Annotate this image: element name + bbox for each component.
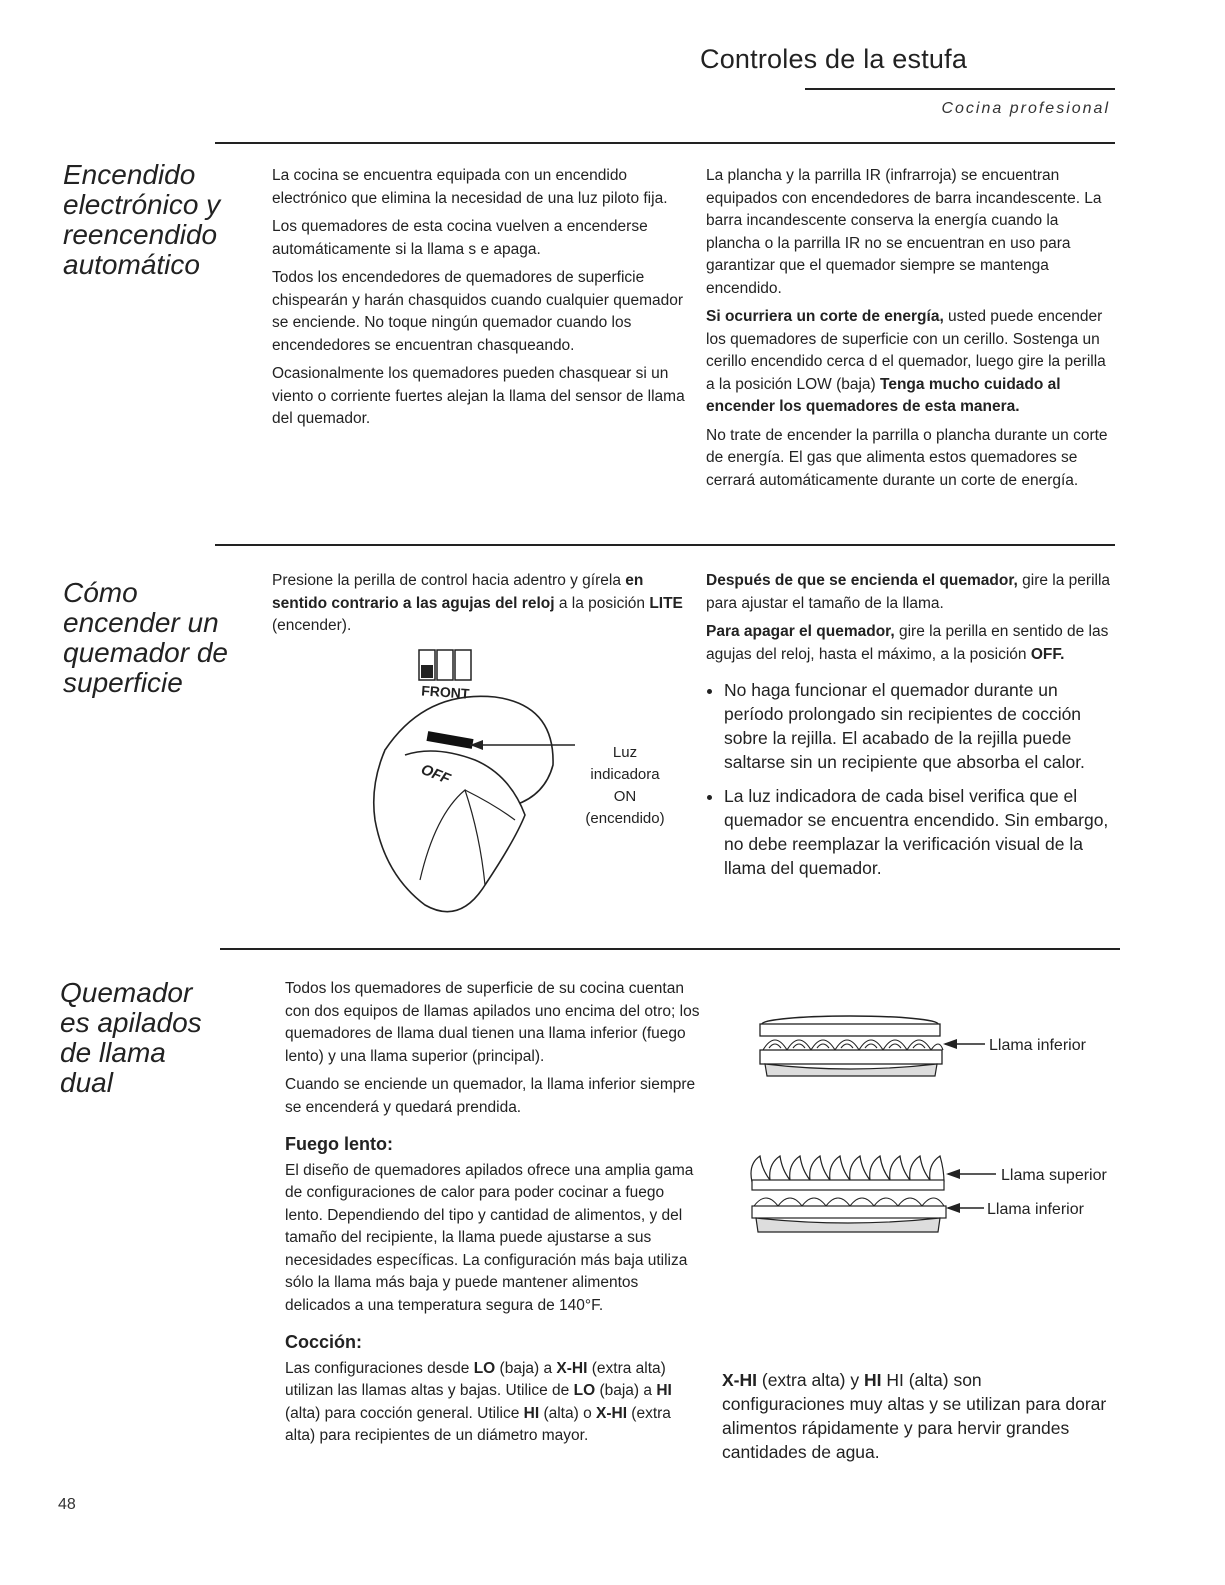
page-header-subtitle: Cocina profesional [941, 100, 1110, 117]
warning-bold: Tenga mucho cuidado al encender los quemadores de esta manera. [706, 375, 1061, 415]
simmer-heading: Fuego lento: [285, 1134, 393, 1154]
paragraph [706, 306, 1111, 419]
knob-illustration [365, 645, 685, 945]
ignition-left-column [272, 165, 687, 437]
header-rule [805, 88, 1115, 90]
low-flames [754, 1198, 944, 1206]
paragraph: El diseño de quemadores apilados ofrece una amplia gama de configuraciones de calor para poder cocinar a fuego lento. Dependiendo del tipo y cantidad de alimentos, y del tamaño del recipiente, la llama puede ajustarse a sus necesidades específicas. La configuración más baja utiliza sólo la llama más baja y puede mantener alimentos delicados a una temperatura segura de 140°F. [285, 1161, 694, 1314]
dual-flame-right-column [722, 1368, 1107, 1470]
paragraph: Ocasionalmente los quemadores pueden chasquear si un viento o corriente fuertes alejan la llama del sensor de llama del quemador. [272, 365, 685, 427]
front-indicator-icon [419, 650, 471, 680]
section-divider [220, 948, 1120, 950]
callout-indicator-light [585, 744, 664, 827]
paragraph: La plancha y la parrilla IR (infrarroja) se encuentran equipados con encendedores de barra incandescente. La barra incandescente conserva la energía cuando la plancha o la parrilla IR no se encuentran en uso para garantizar que el quemador siempre se mantenga encendido. [706, 167, 1102, 297]
light-left-column [272, 570, 692, 644]
paragraph: Presione la perilla de control hacia adentro y gírela en sentido contrario a las agujas del reloj a la posición LITE (encender). [272, 572, 683, 634]
svg-text:(encendido): (encendido) [585, 810, 665, 827]
indicator-light [426, 731, 473, 749]
cooking-heading: Cocción: [285, 1332, 363, 1352]
text: usted puede encender los quemadores de superficie con un cerillo. Sostenga un cerillo encendido cerca d el quemador, luego gire la perilla a la posición LOW (baja) [706, 308, 1106, 393]
paragraph: X-HI (extra alta) y HI HI (alta) son configuraciones muy altas y se utilizan para dorar alimentos rápidamente y para hervir grandes cantidades de agua. [722, 1370, 1107, 1462]
section-title-dual-flame: Quemador es apilados de llama dual [60, 977, 202, 1098]
label-low-flame: Llama inferior [987, 1201, 1084, 1218]
list-item: • No haga funcionar el quemador durante un período prolongado sin recipientes de cocción sobre la rejilla. El acabado de la rejilla puede saltarse sin un recipiente que absorba el calor. [724, 678, 1116, 774]
low-flames [763, 1040, 943, 1050]
power-outage-bold: Si ocurriera un corte de energía, [706, 308, 944, 325]
section-divider [215, 142, 1115, 144]
paragraph: No trate de encender la parrilla o plancha durante un corte de energía. El gas que alimenta estos quemadores se cerrará automáticamente durante un corte de energía. [706, 426, 1108, 489]
paragraph: Después de que se encienda el quemador, gire la perilla para ajustar el tamaño de la llama. [706, 572, 1111, 612]
list-item: • La luz indicadora de cada bisel verifica que el quemador se encuentra encendido. Sin embargo, no debe reemplazar la verificación visual de la llama del quemador. [724, 784, 1116, 880]
ignition-right-column [706, 165, 1111, 498]
paragraph: Los quemadores de esta cocina vuelven a encenderse automáticamente si la llama s e apaga. [272, 218, 648, 258]
safety-bullets [706, 678, 1116, 880]
high-flames [751, 1156, 944, 1182]
label-high-flame: Llama superior [1001, 1167, 1107, 1184]
paragraph: Para apagar el quemador, gire la perilla en sentido de las agujas del reloj, hasta el máximo, a la posición OFF. [706, 623, 1109, 663]
page-header-title: Controles de la estufa [700, 44, 968, 74]
section-divider [215, 544, 1115, 546]
svg-text:indicadora: indicadora [590, 766, 660, 783]
burner-low-flame-illustration [755, 1010, 1115, 1090]
burner-dual-flame-illustration [740, 1150, 1120, 1240]
paragraph: Todos los encendedores de quemadores de superficie chispearán y harán chasquidos cuando cualquier quemador se enciende. No toque ningún quemador cuando los encendedores se encuentran chasqueando. [272, 269, 684, 354]
label-low-flame: Llama inferior [989, 1037, 1086, 1054]
front-label: FRONT [420, 682, 470, 702]
section-title-how-to-light: Cómo encender un quemador de superficie [63, 577, 229, 698]
off-label: OFF [418, 760, 453, 788]
svg-text:ON: ON [613, 788, 637, 805]
svg-text:Luz: Luz [612, 744, 638, 761]
page-number: 48 [58, 1496, 76, 1513]
paragraph: La cocina se encuentra equipada con un encendido electrónico que elimina la necesidad de una luz piloto fija. [272, 167, 668, 207]
paragraph: Las configuraciones desde LO (baja) a X-HI (extra alta) utilizan las llamas altas y bajas. Utilice de LO (baja) a HI (alta) para cocción general. Utilice HI (alta) o X-HI (extra alta) para recipientes de un diámetro mayor. [285, 1359, 672, 1444]
light-right-column [706, 570, 1116, 890]
section-title-ignition: Encendido electrónico y reencendido automático [63, 159, 221, 280]
paragraph: Cuando se enciende un quemador, la llama inferior siempre se encenderá y quedará prendida. [285, 1076, 696, 1116]
paragraph: Todos los quemadores de superficie de su cocina cuentan con dos equipos de llamas apilados uno encima del otro; los quemadores de llama dual tienen una llama inferior (fuego lento) y una llama superior (principal). [285, 980, 700, 1065]
dual-flame-left-column [285, 978, 700, 1454]
